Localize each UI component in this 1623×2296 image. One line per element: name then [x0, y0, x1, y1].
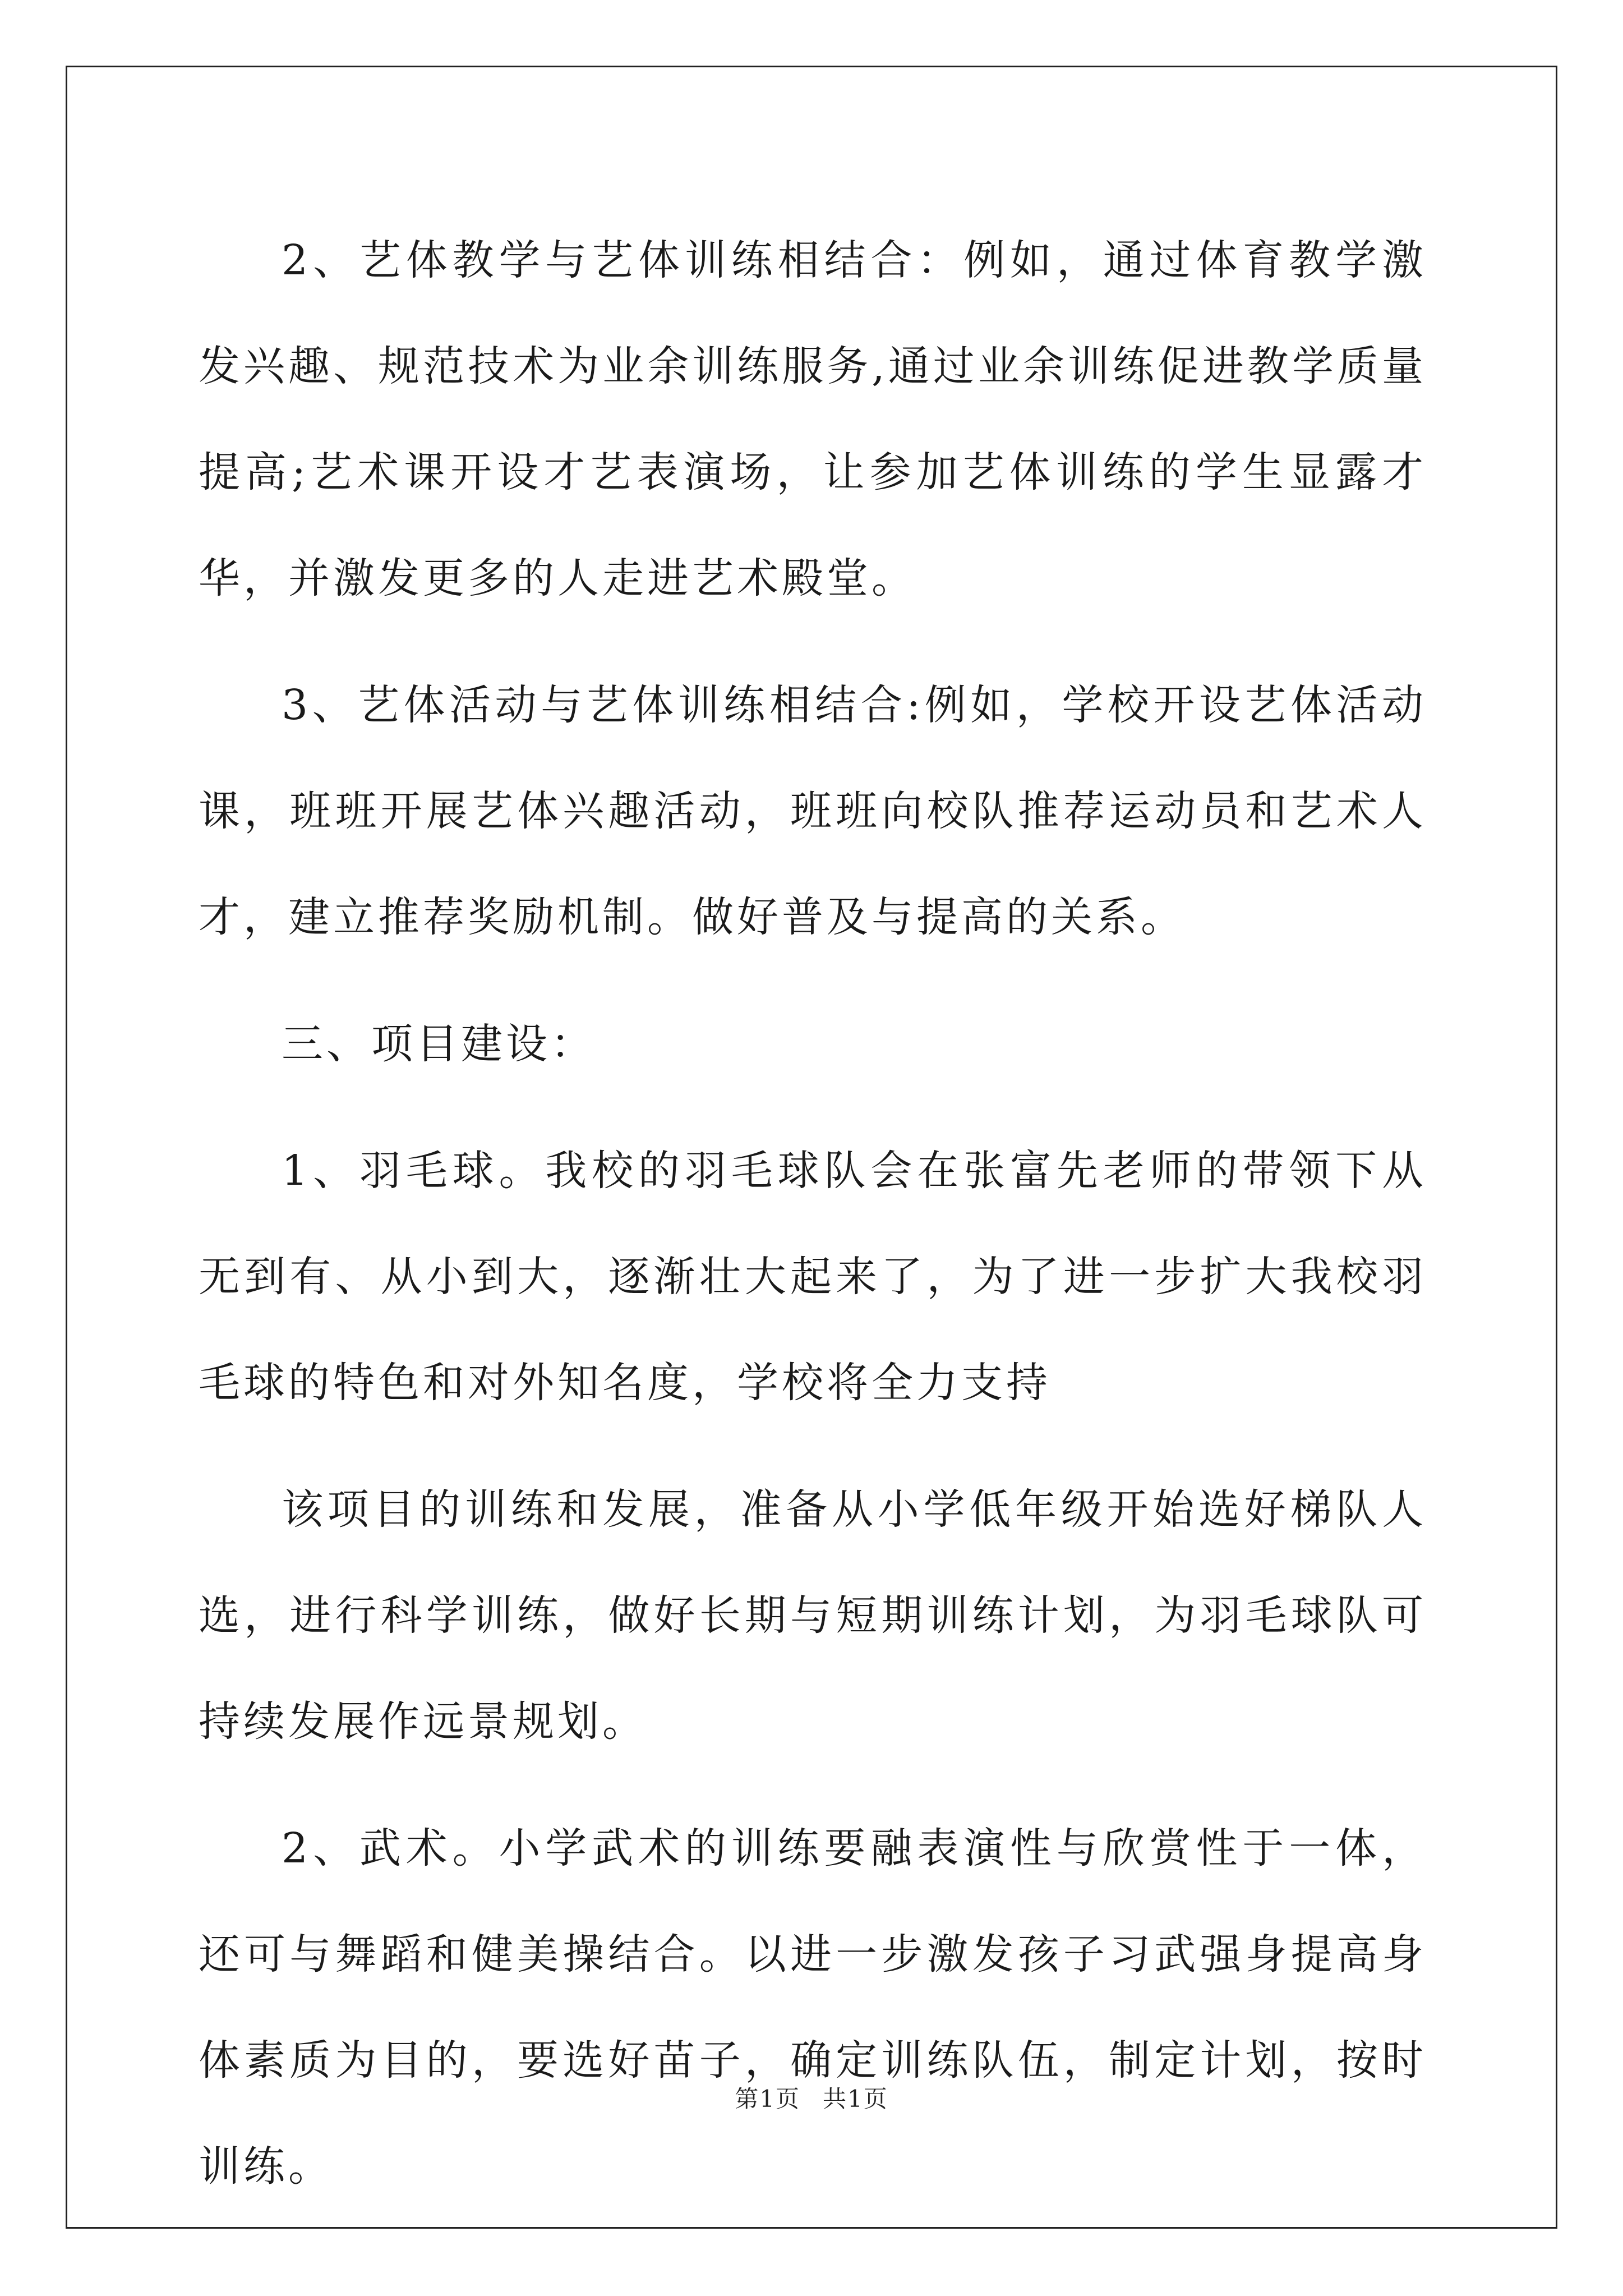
paragraph-badminton: 1、羽毛球。我校的羽毛球队会在张富先老师的带领下从无到有、从小到大，逐渐壮大起来了，为了进一步扩大我校羽毛球的特色和对外知名度，学校将全力支持	[199, 1147, 1427, 1407]
paragraph-art-pe-teaching: 2、艺体教学与艺体训练相结合：例如，通过体育教学激发兴趣、规范技术为业余训练服务,通过业余训练促进教学质量提高;艺术课开设才艺表演场，让参加艺体训练的学生显露才华，并激发更多的人走进艺术殿堂。	[199, 236, 1427, 602]
page-footer	[0, 2082, 1623, 2116]
section-heading-project-building: 三、项目建设：	[282, 1020, 596, 1068]
paragraph-martial-arts: 2、武术。小学武术的训练要融表演性与欣赏性于一体，还可与舞蹈和健美操结合。以进一步激发孩子习武强身提高身体素质为目的，要选好苗子，确定训练队伍，制定计划，按时训练。	[199, 1824, 1427, 2191]
paragraph-art-pe-activities: 3、艺体活动与艺体训练相结合:例如，学校开设艺体活动课，班班开展艺体兴趣活动，班班向校队推荐运动员和艺术人才，建立推荐奖励机制。做好普及与提高的关系。	[199, 681, 1427, 941]
page-number: 第1页	[735, 2085, 800, 2113]
document-body	[199, 208, 1427, 2240]
page-total: 共1页	[823, 2085, 888, 2113]
paragraph-badminton-continued: 该项目的训练和发展，准备从小学低年级开始选好梯队人选，进行科学训练，做好长期与短期训练计划，为羽毛球队可持续发展作远景规划。	[199, 1485, 1427, 1746]
